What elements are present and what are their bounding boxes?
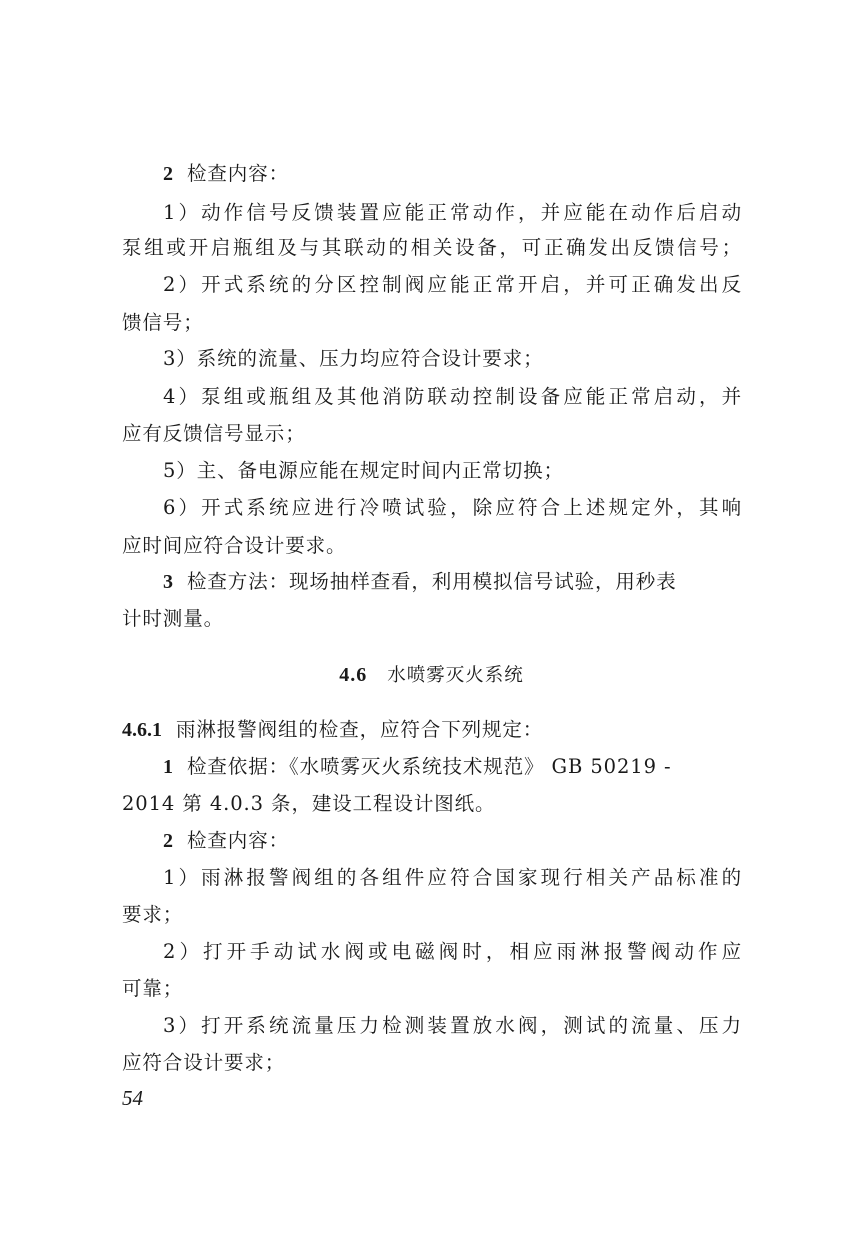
section-title: 水喷雾灭火系统	[387, 665, 524, 686]
item-2-heading	[163, 162, 742, 186]
paragraph-line: 应有反馈信号显示；	[122, 422, 306, 445]
item-3-method	[163, 570, 742, 594]
section-heading	[0, 663, 863, 688]
page-number: 54	[122, 1086, 143, 1110]
item-number: 2	[163, 830, 173, 852]
paragraph-line: 馈信号；	[122, 311, 204, 334]
paragraph-line: 2）打开手动试水阀或电磁阀时，相应雨淋报警阀动作应	[163, 940, 742, 963]
paragraph-line: 应符合设计要求；	[122, 1051, 286, 1074]
item-1-basis	[163, 755, 742, 779]
section-number: 4.6	[339, 664, 368, 686]
paragraph-line: 1）动作信号反馈装置应能正常动作，并应能在动作后启动	[163, 201, 742, 224]
paragraph-line: 泵组或开启瓶组及与其联动的相关设备，可正确发出反馈信号；	[122, 236, 742, 259]
item-number: 2	[163, 163, 173, 185]
item-2-heading	[163, 829, 742, 853]
paragraph-line: 6）开式系统应进行冷喷试验，除应符合上述规定外，其响	[163, 496, 742, 519]
clause-text: 雨淋报警阀组的检查，应符合下列规定：	[176, 718, 544, 741]
paragraph-line: 5）主、备电源应能在规定时间内正常切换；	[163, 459, 564, 482]
paragraph-line: 1）雨淋报警阀组的各组件应符合国家现行相关产品标准的	[163, 866, 742, 889]
item-number: 1	[163, 756, 173, 778]
paragraph-line: 可靠；	[122, 977, 184, 1000]
item-text: 检查内容：	[187, 829, 290, 852]
clause-number: 4.6.1	[122, 719, 162, 741]
paragraph-line: 2）开式系统的分区控制阀应能正常开启，并可正确发出反	[163, 273, 742, 296]
item-number: 3	[163, 571, 173, 593]
paragraph-line: 应时间应符合设计要求。	[122, 534, 347, 557]
paragraph-line: 4）泵组或瓶组及其他消防联动控制设备应能正常启动，并	[163, 385, 742, 408]
clause-4-6-1	[122, 718, 742, 742]
item-text: 检查方法：现场抽样查看，利用模拟信号试验，用秒表	[187, 570, 677, 593]
item-text: 检查依据：《水喷雾灭火系统技术规范》 GB 50219 -	[187, 755, 672, 778]
paragraph-line: 2014 第 4.0.3 条，建设工程设计图纸。	[122, 792, 496, 815]
paragraph-line: 计时测量。	[122, 607, 225, 630]
paragraph-line: 要求；	[122, 903, 184, 926]
paragraph-line: 3）系统的流量、压力均应符合设计要求；	[163, 347, 544, 370]
paragraph-line: 3）打开系统流量压力检测装置放水阀，测试的流量、压力	[163, 1014, 742, 1037]
item-text: 检查内容：	[187, 162, 290, 185]
